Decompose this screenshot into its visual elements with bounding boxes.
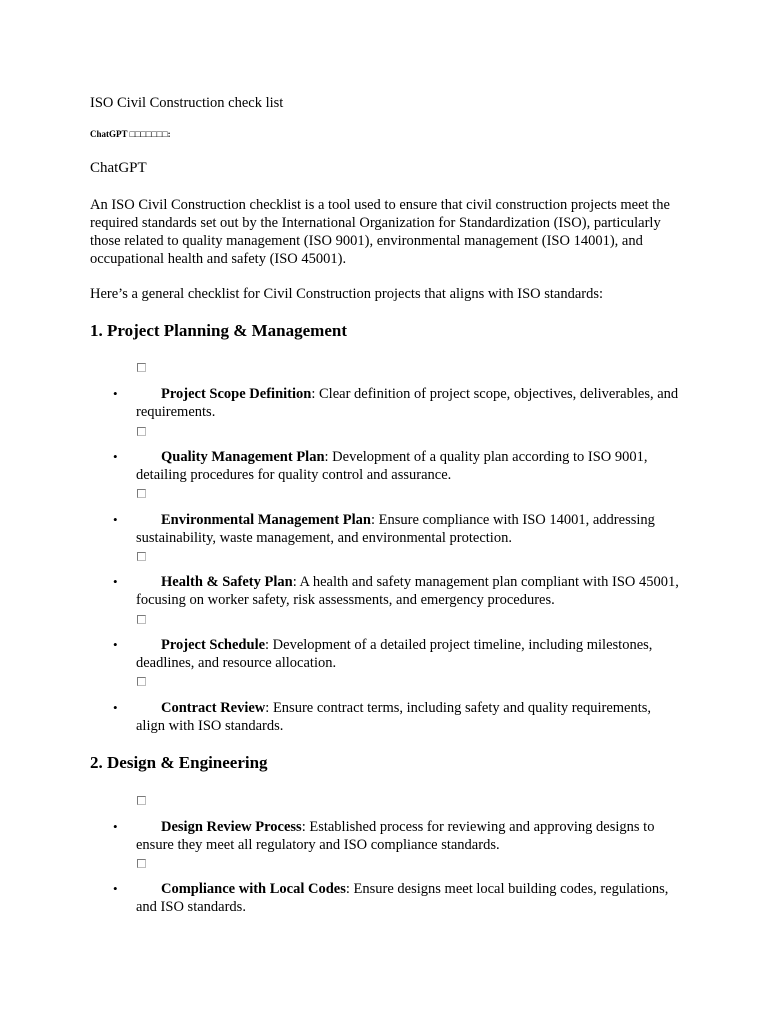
section-heading-planning: 1. Project Planning & Management [90, 321, 348, 340]
item-text: : Ensure contract terms, including safety and quality requirements, align with ISO standards. [136, 700, 652, 734]
checkbox-icon[interactable] [137, 489, 146, 498]
list-item [136, 511, 681, 547]
list-item [136, 573, 681, 609]
list-item [136, 699, 681, 735]
section-heading-design: 2. Design & Engineering [90, 753, 268, 772]
list-item [136, 636, 681, 672]
bullet-icon: • [113, 449, 118, 464]
item-text: : Ensure compliance with ISO 14001, addressing sustainability, waste management, and environmental protection. [136, 512, 655, 546]
list-item [136, 880, 681, 916]
list-item [136, 818, 681, 854]
item-label: Environmental Management Plan [161, 512, 371, 528]
bullet-icon: • [113, 700, 118, 715]
bullet-icon: • [113, 881, 118, 896]
item-label: Design Review Process [161, 819, 302, 835]
item-label: Project Scope Definition [161, 386, 312, 402]
checkbox-icon[interactable] [137, 677, 146, 686]
bullet-icon: • [113, 574, 118, 589]
chatgpt-label: ChatGPT □□□□□□□: [90, 129, 171, 139]
author-name: ChatGPT [90, 160, 147, 176]
item-label: Health & Safety Plan [161, 574, 293, 590]
bullet-icon: • [113, 637, 118, 652]
document-title: ISO Civil Construction check list [90, 95, 284, 111]
bullet-icon: • [113, 512, 118, 527]
checkbox-icon[interactable] [137, 427, 146, 436]
lead-paragraph: Here’s a general checklist for Civil Construction projects that aligns with ISO standards: [90, 286, 604, 302]
checkbox-icon[interactable] [137, 615, 146, 624]
item-text: : Clear definition of project scope, objectives, deliverables, and requirements. [136, 386, 679, 420]
item-text: : Ensure designs meet local building codes, regulations, and ISO standards. [136, 881, 669, 915]
item-label: Contract Review [161, 700, 266, 716]
checkbox-icon[interactable] [137, 552, 146, 561]
item-label: Project Schedule [161, 637, 266, 653]
list-item [136, 448, 681, 484]
item-label: Quality Management Plan [161, 449, 325, 465]
item-text: : A health and safety management plan compliant with ISO 45001, focusing on worker safety, risk assessments, and emergency procedures. [136, 574, 679, 608]
checkbox-icon[interactable] [137, 859, 146, 868]
item-label: Compliance with Local Codes [161, 881, 346, 897]
item-text: : Established process for reviewing and approving designs to ensure they meet all regulatory and ISO compliance standards. [136, 819, 655, 853]
bullet-icon: • [113, 386, 118, 401]
checkbox-icon[interactable] [137, 796, 146, 805]
list-item [136, 385, 681, 421]
item-text: : Development of a detailed project timeline, including milestones, deadlines, and resource allocation. [136, 637, 653, 671]
bullet-icon: • [113, 819, 118, 834]
checkbox-icon[interactable] [137, 363, 146, 372]
intro-paragraph: An ISO Civil Construction checklist is a tool used to ensure that civil construction projects meet the required standards set out by the International Organization for Standardization (ISO), particularly those related to quality management (ISO 9001), environmental management (ISO 14001), and occupational health and safety (ISO 45001). [90, 197, 670, 267]
item-text: : Development of a quality plan according to ISO 9001, detailing procedures for quality control and assurance. [136, 449, 648, 483]
